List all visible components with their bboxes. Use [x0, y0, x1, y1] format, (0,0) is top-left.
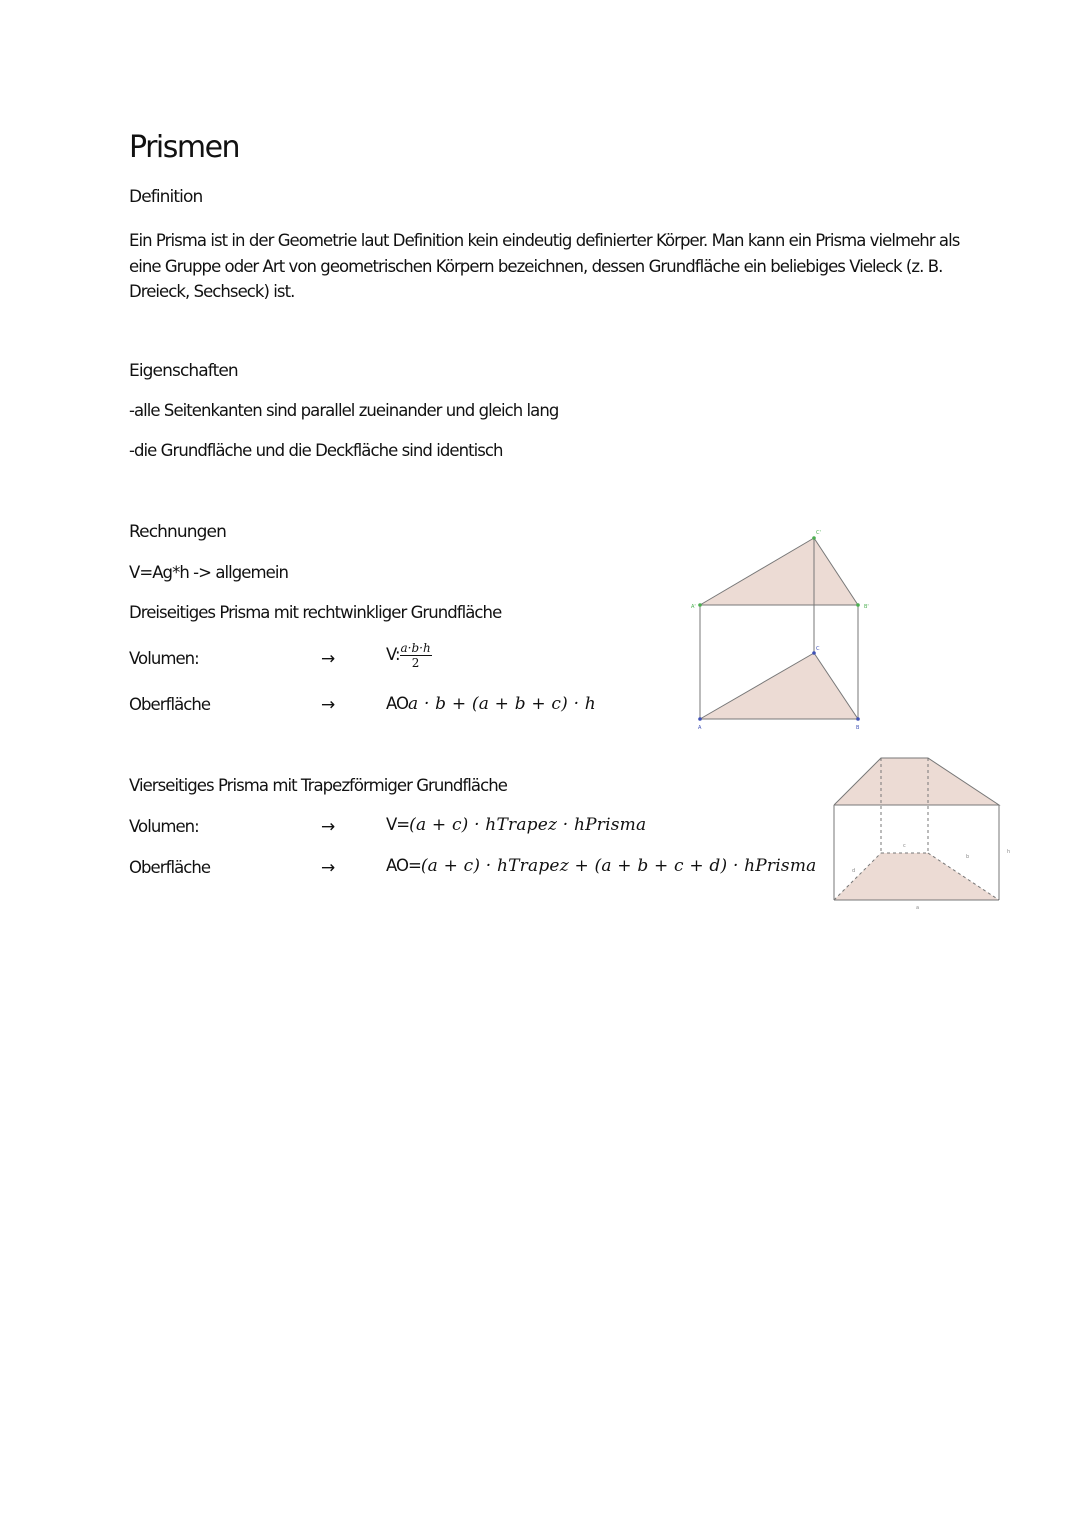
vertex-point: [698, 717, 702, 721]
formula-prefix: AO: [386, 694, 408, 713]
general-formula: V=Ag*h -> allgemein: [129, 563, 288, 582]
triangular-volume-label: Volumen:: [129, 649, 199, 668]
properties-heading: Eigenschaften: [129, 361, 238, 381]
edge-label: b: [966, 854, 970, 860]
vertex-point: [812, 536, 816, 540]
trapezoid-surface-label: Oberfläche: [129, 858, 211, 877]
vertex-point: [856, 603, 860, 607]
bottom-triangle-face: [700, 653, 858, 719]
page-title: Prismen: [129, 130, 240, 165]
vertex-label: A': [691, 604, 696, 610]
fraction: [400, 641, 432, 670]
formula-body: (a + c) · hTrapez · hPrisma: [409, 815, 647, 835]
arrow-icon: →: [321, 649, 336, 669]
bottom-trapezoid-face: [834, 853, 999, 900]
edge-label: a: [916, 905, 920, 911]
trapezoid-surface-formula: [386, 856, 816, 876]
vertex-point: [856, 717, 860, 721]
formula-body: a · b + (a + b + c) · h: [408, 694, 596, 714]
formula-body: (a + c) · hTrapez + (a + b + c + d) · hPrisma: [420, 856, 817, 876]
triangular-surface-label: Oberfläche: [129, 695, 211, 714]
triangular-prism-figure: [688, 526, 878, 736]
trapezoid-volume-label: Volumen:: [129, 817, 199, 836]
vertex-label: B: [856, 725, 860, 731]
formula-prefix: V:: [386, 645, 400, 664]
vertex-point: [698, 603, 702, 607]
vertex-label: A: [698, 725, 702, 731]
edge-label: d: [852, 868, 856, 874]
property-item: -die Grundfläche und die Deckfläche sind identisch: [129, 441, 503, 460]
vertex-label: B': [864, 604, 869, 610]
arrow-icon: →: [321, 817, 336, 837]
formula-prefix: V=: [386, 815, 410, 834]
calculations-heading: Rechnungen: [129, 522, 226, 542]
vertex-label: C': [816, 530, 821, 536]
triangular-surface-formula: [386, 694, 596, 714]
edge-label: c: [903, 843, 906, 849]
definition-heading: Definition: [129, 187, 203, 207]
fraction-numerator: a·b·h: [400, 641, 431, 655]
vertex-label: C: [816, 646, 820, 652]
property-item: -alle Seitenkanten sind parallel zueinander und gleich lang: [129, 401, 559, 420]
trapezoid-prism-figure: [826, 750, 1018, 912]
top-triangle-face: [700, 538, 858, 605]
triangular-prism-heading: Dreiseitiges Prisma mit rechtwinkliger Grundfläche: [129, 603, 502, 622]
arrow-icon: →: [321, 858, 336, 878]
trapezoid-prism-heading: Vierseitiges Prisma mit Trapezförmiger Grundfläche: [129, 776, 507, 795]
definition-text: Ein Prisma ist in der Geometrie laut Definition kein eindeutig definierter Körper. Man kann ein Prisma vielmehr als eine Gruppe oder Art von geometrischen Körpern bezeichnen, dessen Grundfläche ein beliebiges Vieleck (z. B. Dreieck, Sechseck) ist.: [129, 231, 960, 301]
arrow-icon: →: [321, 695, 336, 715]
triangular-volume-formula: [386, 641, 432, 670]
formula-prefix: AO=: [386, 856, 421, 875]
fraction-denominator: 2: [411, 656, 420, 670]
edge-label: h: [1007, 849, 1011, 855]
top-trapezoid-face: [834, 758, 999, 805]
trapezoid-volume-formula: [386, 815, 646, 835]
